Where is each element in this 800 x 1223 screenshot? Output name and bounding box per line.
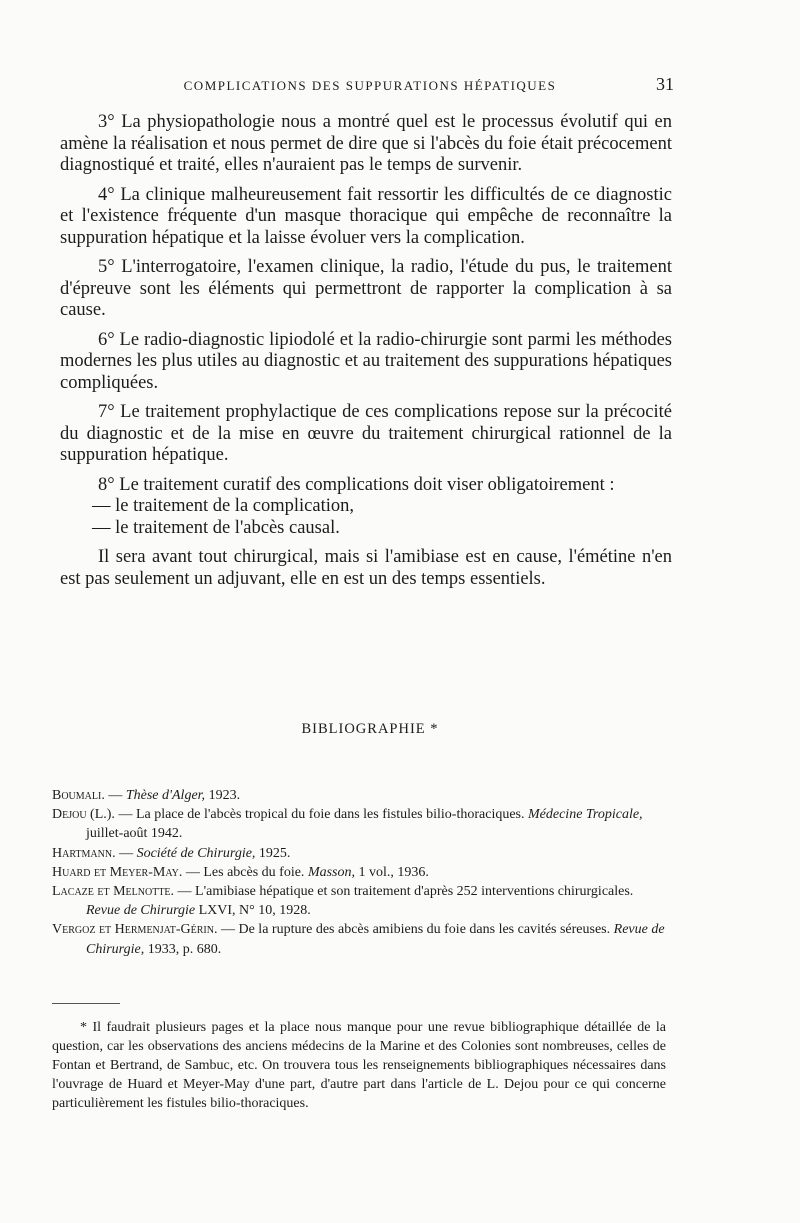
ref-tail: 1925.: [255, 845, 291, 861]
paragraph-8: 8° Le traitement curatif des complications doit viser obligatoirement :: [98, 474, 615, 495]
ref-author: Hartmann.: [52, 845, 116, 861]
bibliography-entry: [52, 786, 666, 805]
running-title: COMPLICATIONS DES SUPPURATIONS HÉPATIQUES: [183, 78, 557, 93]
ref-tail: 1923.: [205, 788, 241, 803]
dash-item-complication: — le traitement de la complication,: [92, 496, 354, 516]
ref-tail: 1 vol., 1936.: [355, 864, 429, 880]
ref-author: Boumali.: [52, 788, 105, 803]
ref-author: Lacaze et Melnotte.: [52, 884, 175, 900]
ref-text: —: [115, 845, 137, 861]
ref-text: —: [104, 788, 126, 803]
paragraph-6: 6° Le radio-diagnostic lipiodolé et la radio-chirurgie sont parmi les méthodes modernes les plus utiles au diagnostic et au traitement des suppurations hépatiques compliquées.: [60, 329, 672, 393]
conclusions-text: [60, 112, 672, 598]
bibliography-entry: [52, 863, 666, 882]
ref-text: — De la rupture des abcès amibiens du foie dans les cavités séreuses.: [217, 922, 614, 938]
page-number: 31: [656, 74, 674, 94]
ref-source: Revue de Chirurgie,: [86, 922, 665, 957]
ref-tail: juillet-août 1942.: [86, 826, 183, 842]
ref-author: Dejou (L.).: [52, 807, 115, 823]
ref-source: Revue de Chirurgie: [86, 903, 196, 919]
ref-tail: LXVI, N° 10, 1928.: [195, 903, 311, 919]
paragraph-4: 4° La clinique malheureusement fait ressortir les difficultés de ce diagnostic et l'existence fréquente d'un masque thoracique qui empêche de reconnaître la suppuration hépatique et la laisse évoluer vers la complication.: [60, 184, 672, 248]
ref-text: — L'amibiase hépatique et son traitement d'après 252 interventions chirurgicales.: [174, 884, 634, 900]
bibliography-entry: [52, 844, 666, 863]
ref-source: Société de Chirurgie,: [136, 845, 256, 861]
ref-text: — La place de l'abcès tropical du foie dans les fistules bilio-thoraciques.: [114, 807, 528, 823]
bibliography-entry: [52, 882, 666, 920]
final-paragraph: Il sera avant tout chirurgical, mais si l'amibiase est en cause, l'émétine n'en est pas seulement un adjuvant, elle en est un des temps essentiels.: [60, 547, 672, 589]
footnote-separator: [52, 1003, 120, 1004]
ref-text: — Les abcès du foie.: [182, 864, 308, 880]
footnote: * Il faudrait plusieurs pages et la place nous manque pour une revue bibliographique détaillée de la question, car les observations des anciens médecins de la Marine et des Colonies sont nombreuses, celles de Fontan et Bertrand, de Sambuc, etc. On trouvera tous les renseignements bibliographiques nécessaires dans l'ouvrage de Huard et Meyer-May d'une part, d'autre part dans l'article de L. Dejou pour ce qui concerne particulièrement les fistules bilio-thoraciques.: [52, 1020, 666, 1111]
ref-author: Vergoz et Hermenjat-Gérin.: [52, 922, 218, 938]
ref-source: Thèse d'Alger,: [125, 788, 206, 803]
bibliography-list: [52, 786, 666, 959]
paragraph-7: 7° Le traitement prophylactique de ces complications repose sur la précocité du diagnostic et de la mise en œuvre du traitement chirurgical rationnel de la suppuration hépatique.: [60, 402, 672, 465]
dash-item-abces: — le traitement de l'abcès causal.: [92, 517, 340, 538]
ref-source: Médecine Tropicale,: [528, 807, 643, 823]
ref-author: Huard et Meyer-May.: [52, 864, 183, 880]
ref-tail: 1933, p. 680.: [144, 941, 222, 957]
bibliography-entry: [52, 920, 666, 958]
bibliography-entry: [52, 805, 666, 843]
ref-source: Masson,: [307, 864, 355, 880]
bibliography-title: BIBLIOGRAPHIE *: [301, 721, 439, 737]
paragraph-3: 3° La physiopathologie nous a montré quel est le processus évolutif qui en amène la réalisation et nous permet de dire que si l'abcès du foie était précocement diagnostiqué et traité, elles n'auraient pas le temps de survenir.: [60, 112, 672, 175]
paragraph-5: 5° L'interrogatoire, l'examen clinique, la radio, l'étude du pus, le traitement d'épreuve sont les éléments qui permettront de rapporter la complication à sa cause.: [60, 257, 672, 320]
